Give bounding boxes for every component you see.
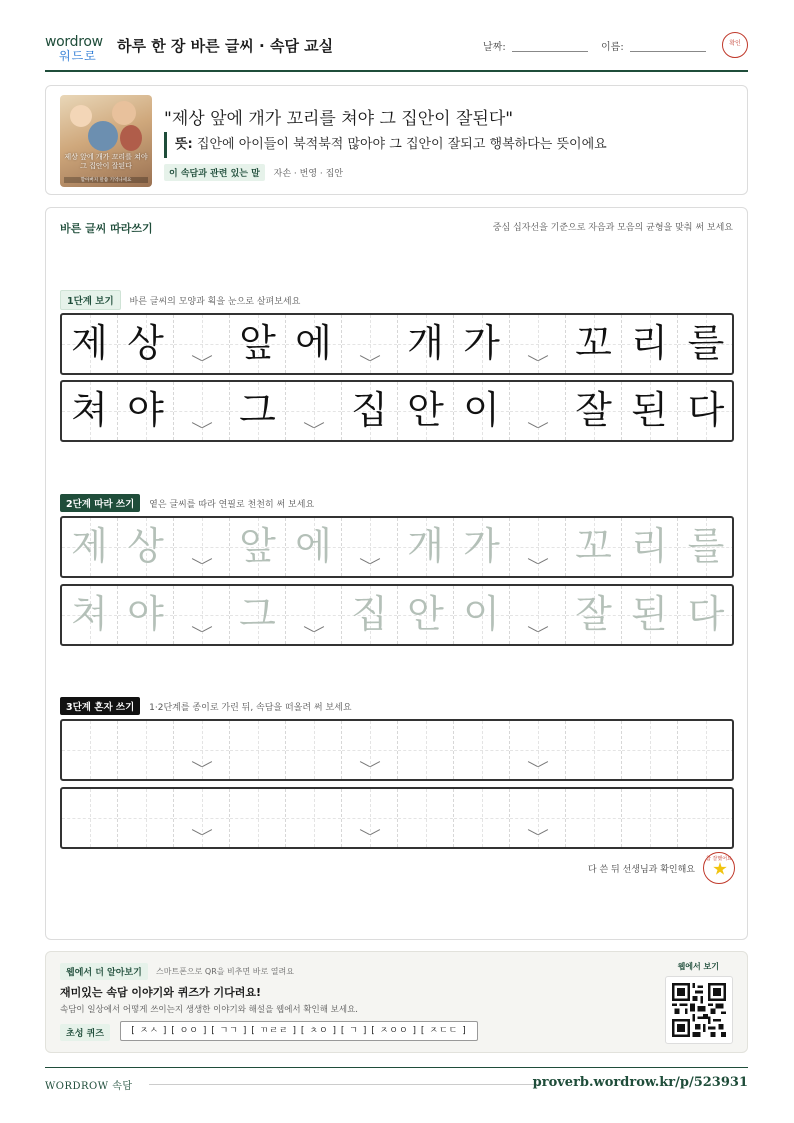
grid-cell bbox=[342, 315, 398, 373]
grid-cell bbox=[510, 315, 566, 373]
grid-cell[interactable] bbox=[286, 518, 342, 576]
space-mark-icon bbox=[528, 626, 548, 634]
space-mark-icon bbox=[192, 355, 212, 363]
stage2-row-1[interactable] bbox=[60, 516, 734, 578]
grid-cell[interactable] bbox=[62, 789, 118, 847]
grid-cell[interactable] bbox=[454, 721, 510, 779]
grid-cell bbox=[230, 315, 286, 373]
grid-character: 에 bbox=[295, 524, 332, 568]
illustration-caption: 제상 앞에 개가 꼬리를 쳐야 그 집안이 잘된다 bbox=[64, 153, 148, 170]
grid-cell[interactable] bbox=[678, 518, 734, 576]
space-mark-icon bbox=[528, 829, 548, 837]
well-done-stamp-icon bbox=[703, 852, 735, 884]
grid-character: 이 bbox=[463, 388, 500, 432]
grid-cell[interactable] bbox=[622, 518, 678, 576]
qr-code-graphic bbox=[672, 983, 726, 1037]
grid-cell[interactable] bbox=[174, 789, 230, 847]
page-header bbox=[45, 30, 748, 72]
grid-cell bbox=[622, 315, 678, 373]
space-mark-icon bbox=[528, 761, 548, 769]
grid-character: 에 bbox=[295, 321, 332, 365]
wordrow-logo[interactable] bbox=[45, 34, 109, 64]
grid-cell[interactable] bbox=[678, 789, 734, 847]
grid-character: 안 bbox=[407, 388, 444, 432]
grid-cell[interactable] bbox=[230, 789, 286, 847]
stage1-badge: 1단계 보기 bbox=[60, 290, 121, 310]
grid-cell bbox=[342, 382, 398, 440]
logo-text: wordrow bbox=[45, 34, 103, 50]
stage3-hint: 1·2단계를 종이로 가린 뒤, 속담을 떠올려 써 보세요 bbox=[149, 703, 352, 713]
grid-character: 리 bbox=[631, 524, 668, 568]
grid-cell bbox=[286, 382, 342, 440]
grid-character: 가 bbox=[463, 321, 500, 365]
grid-cell[interactable] bbox=[454, 586, 510, 644]
web-more-hint: 스마트폰으로 QR을 비추면 바로 열려요 bbox=[156, 967, 294, 976]
grid-character: 야 bbox=[127, 592, 164, 636]
check-stamp-icon: 확인 bbox=[722, 32, 748, 58]
space-mark-icon bbox=[360, 829, 380, 837]
proverb-card bbox=[45, 85, 748, 195]
grid-cell[interactable] bbox=[342, 789, 398, 847]
proverb-text: "제상 앞에 개가 꼬리를 쳐야 그 집안이 잘된다" bbox=[164, 109, 514, 129]
grid-cell bbox=[62, 382, 118, 440]
grid-cell[interactable] bbox=[398, 586, 454, 644]
grid-cell bbox=[118, 382, 174, 440]
grid-cell[interactable] bbox=[230, 721, 286, 779]
grid-cell[interactable] bbox=[62, 518, 118, 576]
grid-cell[interactable] bbox=[454, 518, 510, 576]
grid-character: 상 bbox=[127, 524, 164, 568]
grid-character: 된 bbox=[631, 592, 668, 636]
grid-cell[interactable] bbox=[62, 586, 118, 644]
chosung-quiz-box: [ ㅈㅅ ] [ ㅇㅇ ] [ ㄱㄱ ] [ ㄲㄹㄹ ] [ ㅊㅇ ] [ ㄱ ] [ ㅈㅇㅇ ] [ ㅈㄷㄷ ] bbox=[120, 1021, 478, 1041]
web-headline: 재미있는 속담 이야기와 퀴즈가 기다려요! bbox=[60, 986, 261, 999]
related-list: 자손 · 번영 · 집안 bbox=[273, 169, 343, 179]
stage1-row-2 bbox=[60, 380, 734, 442]
grid-character: 꼬 bbox=[575, 321, 612, 365]
practice-hint: 중심 십자선을 기준으로 자음과 모음의 균형을 맞춰 써 보세요 bbox=[492, 223, 733, 233]
page-title: 하루 한 장 바른 글씨 · 속담 교실 bbox=[117, 37, 334, 55]
quiz-label: 초성 퀴즈 bbox=[60, 1024, 110, 1041]
handwriting-practice bbox=[45, 207, 748, 940]
qr-label: 웹에서 보기 bbox=[677, 962, 719, 971]
space-mark-icon bbox=[192, 761, 212, 769]
space-mark-icon bbox=[192, 829, 212, 837]
grid-character: 잘 bbox=[575, 592, 612, 636]
grid-cell[interactable] bbox=[510, 789, 566, 847]
footer-url-link[interactable]: proverb.wordrow.kr/p/523931 bbox=[532, 1075, 748, 1090]
space-mark-icon bbox=[192, 422, 212, 430]
grid-cell[interactable] bbox=[286, 586, 342, 644]
page-footer bbox=[45, 1067, 748, 1097]
date-label: 날짜: bbox=[483, 42, 506, 53]
grid-cell bbox=[566, 382, 622, 440]
grid-cell[interactable] bbox=[510, 586, 566, 644]
grid-character: 개 bbox=[407, 524, 444, 568]
stage3-row-1[interactable] bbox=[60, 719, 734, 781]
space-mark-icon bbox=[304, 626, 324, 634]
star-icon bbox=[713, 862, 727, 876]
name-field[interactable] bbox=[601, 38, 706, 53]
space-mark-icon bbox=[360, 558, 380, 566]
grid-character: 를 bbox=[687, 524, 725, 568]
grid-cell bbox=[230, 382, 286, 440]
grid-character: 리 bbox=[631, 321, 668, 365]
grid-cell bbox=[398, 382, 454, 440]
grid-cell bbox=[62, 315, 118, 373]
grid-character: 다 bbox=[687, 388, 725, 432]
grid-cell bbox=[566, 315, 622, 373]
grid-cell[interactable] bbox=[174, 518, 230, 576]
grid-cell[interactable] bbox=[566, 586, 622, 644]
grid-character: 개 bbox=[407, 321, 444, 365]
practice-title: 바른 글씨 따라쓰기 bbox=[60, 222, 153, 235]
grid-character: 상 bbox=[127, 321, 164, 365]
grid-cell[interactable] bbox=[510, 721, 566, 779]
stage2-header bbox=[60, 494, 314, 510]
proverb-meaning bbox=[164, 132, 607, 158]
space-mark-icon bbox=[528, 558, 548, 566]
grid-character: 가 bbox=[463, 524, 500, 568]
grid-character: 잘 bbox=[575, 388, 612, 432]
grid-cell[interactable] bbox=[286, 721, 342, 779]
grid-cell bbox=[174, 315, 230, 373]
grid-cell[interactable] bbox=[622, 721, 678, 779]
stage3-row-2[interactable] bbox=[60, 787, 734, 849]
space-mark-icon bbox=[360, 761, 380, 769]
proverb-illustration bbox=[60, 95, 152, 187]
footer-divider bbox=[149, 1084, 539, 1085]
grid-cell[interactable] bbox=[398, 721, 454, 779]
teacher-confirm-text: 다 쓴 뒤 선생님과 확인해요 bbox=[587, 865, 695, 875]
web-description: 속담이 일상에서 어떻게 쓰이는지 생생한 이야기와 해설을 웹에서 확인해 보세요. bbox=[60, 1005, 358, 1015]
grid-character: 이 bbox=[463, 592, 500, 636]
grid-cell[interactable] bbox=[510, 518, 566, 576]
stage1-row-1 bbox=[60, 313, 734, 375]
date-line[interactable] bbox=[512, 51, 588, 52]
grid-cell bbox=[174, 382, 230, 440]
stamp-text: 참 잘했어요 bbox=[706, 856, 732, 862]
grid-character: 쳐 bbox=[71, 592, 108, 636]
grid-character: 쳐 bbox=[71, 388, 108, 432]
grid-character: 그 bbox=[239, 592, 276, 636]
name-label: 이름: bbox=[601, 42, 624, 53]
web-more-tag: 웹에서 더 알아보기 bbox=[60, 963, 148, 980]
grid-cell[interactable] bbox=[230, 518, 286, 576]
grid-cell bbox=[454, 315, 510, 373]
grid-cell[interactable] bbox=[342, 721, 398, 779]
grid-cell bbox=[286, 315, 342, 373]
grid-character: 다 bbox=[687, 592, 725, 636]
grid-character: 꼬 bbox=[575, 524, 612, 568]
grid-cell[interactable] bbox=[286, 789, 342, 847]
grid-cell bbox=[678, 315, 734, 373]
space-mark-icon bbox=[192, 626, 212, 634]
grid-cell bbox=[398, 315, 454, 373]
grid-character: 집 bbox=[351, 592, 388, 636]
grid-character: 제 bbox=[71, 321, 108, 365]
grid-cell[interactable] bbox=[174, 586, 230, 644]
logo-korean: 워드로 bbox=[59, 49, 97, 63]
grid-cell[interactable] bbox=[342, 518, 398, 576]
web-more-section bbox=[45, 951, 748, 1053]
grid-cell[interactable] bbox=[566, 518, 622, 576]
grid-cell[interactable] bbox=[174, 721, 230, 779]
illustration-subcaption: 할아버지 말씀 기억나세요 bbox=[64, 177, 148, 183]
grid-cell[interactable] bbox=[398, 518, 454, 576]
grid-cell[interactable] bbox=[622, 789, 678, 847]
grid-cell[interactable] bbox=[118, 721, 174, 779]
stage3-badge: 3단계 혼자 쓰기 bbox=[60, 697, 140, 715]
meaning-label: 뜻: bbox=[175, 137, 193, 152]
stage1-hint: 바른 글씨의 모양과 획을 눈으로 살펴보세요 bbox=[129, 297, 301, 307]
space-mark-icon bbox=[304, 422, 324, 430]
stage1-header bbox=[60, 290, 300, 306]
meaning-text: 집안에 아이들이 북적북적 많아야 그 집안이 잘되고 행복하다는 뜻이에요 bbox=[196, 137, 607, 152]
grid-cell[interactable] bbox=[62, 721, 118, 779]
grid-cell bbox=[510, 382, 566, 440]
date-field[interactable] bbox=[483, 38, 588, 53]
space-mark-icon bbox=[360, 355, 380, 363]
grid-cell[interactable] bbox=[678, 721, 734, 779]
grid-character: 안 bbox=[407, 592, 444, 636]
name-line[interactable] bbox=[630, 51, 706, 52]
grid-cell[interactable] bbox=[118, 586, 174, 644]
grid-cell[interactable] bbox=[118, 518, 174, 576]
related-label: 이 속담과 관련 있는 말 bbox=[164, 164, 265, 181]
grid-cell[interactable] bbox=[118, 789, 174, 847]
grid-cell[interactable] bbox=[230, 586, 286, 644]
related-words bbox=[164, 164, 343, 181]
stage2-badge: 2단계 따라 쓰기 bbox=[60, 494, 140, 512]
footer-brand: WORDROW 속담 bbox=[45, 1081, 133, 1092]
stage3-header bbox=[60, 697, 352, 713]
grid-character: 그 bbox=[239, 388, 276, 432]
grid-cell[interactable] bbox=[566, 789, 622, 847]
grid-cell[interactable] bbox=[566, 721, 622, 779]
grid-cell[interactable] bbox=[398, 789, 454, 847]
space-mark-icon bbox=[192, 558, 212, 566]
grid-character: 된 bbox=[631, 388, 668, 432]
grid-cell bbox=[118, 315, 174, 373]
grid-cell[interactable] bbox=[454, 789, 510, 847]
grid-cell[interactable] bbox=[678, 586, 734, 644]
grid-character: 앞 bbox=[239, 321, 276, 365]
stage2-row-2[interactable] bbox=[60, 584, 734, 646]
grid-cell bbox=[622, 382, 678, 440]
grid-character: 를 bbox=[687, 321, 725, 365]
qr-code-icon[interactable] bbox=[665, 976, 733, 1044]
space-mark-icon bbox=[528, 355, 548, 363]
grid-cell bbox=[678, 382, 734, 440]
space-mark-icon bbox=[528, 422, 548, 430]
grid-character: 집 bbox=[351, 388, 388, 432]
stage2-hint: 옅은 글씨를 따라 연필로 천천히 써 보세요 bbox=[149, 500, 315, 510]
grid-cell bbox=[454, 382, 510, 440]
grid-character: 앞 bbox=[239, 524, 276, 568]
grid-cell[interactable] bbox=[622, 586, 678, 644]
grid-character: 야 bbox=[127, 388, 164, 432]
grid-cell[interactable] bbox=[342, 586, 398, 644]
grid-character: 제 bbox=[71, 524, 108, 568]
